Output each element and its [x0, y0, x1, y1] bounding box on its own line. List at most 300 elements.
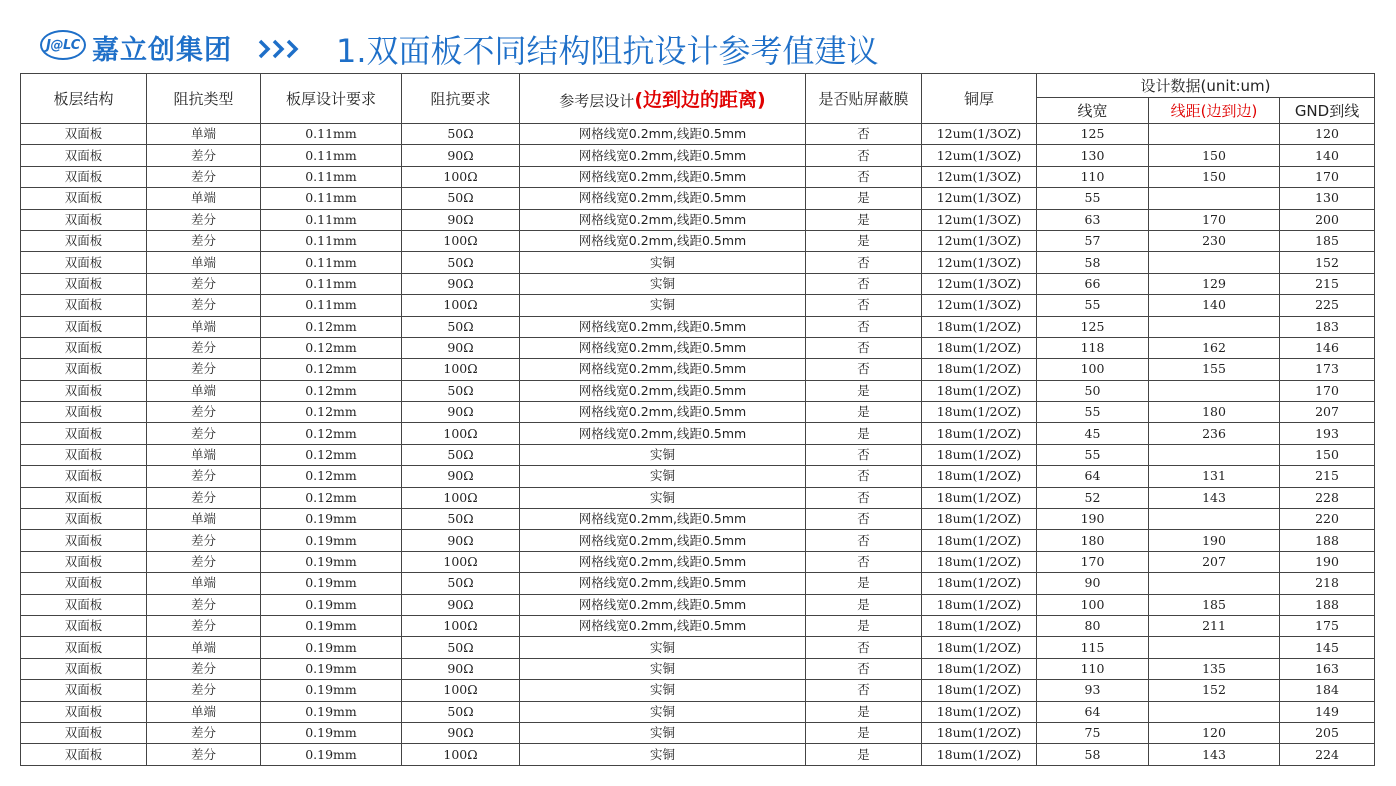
cell-layer: 双面板 [21, 615, 147, 636]
cell-shield: 否 [806, 487, 922, 508]
cell-thickness: 0.12mm [261, 423, 402, 444]
cell-gnd-to-line: 120 [1280, 124, 1375, 145]
cell-gnd-to-line: 140 [1280, 145, 1375, 166]
cell-ref-layer: 实铜 [520, 722, 806, 743]
cell-line-spacing: 150 [1149, 145, 1280, 166]
cell-ref-layer: 网格线宽0.2mm,线距0.5mm [520, 230, 806, 251]
table-row [21, 637, 1375, 658]
cell-gnd-to-line: 220 [1280, 509, 1375, 530]
cell-thickness: 0.12mm [261, 359, 402, 380]
cell-shield: 否 [806, 252, 922, 273]
triple-chevron-right-icon [258, 38, 302, 60]
cell-type: 差分 [147, 402, 261, 423]
cell-ref-layer: 网格线宽0.2mm,线距0.5mm [520, 509, 806, 530]
cell-shield: 是 [806, 402, 922, 423]
cell-thickness: 0.11mm [261, 252, 402, 273]
cell-layer: 双面板 [21, 680, 147, 701]
table-row [21, 166, 1375, 187]
cell-line-width: 100 [1037, 594, 1149, 615]
cell-layer: 双面板 [21, 444, 147, 465]
table-row [21, 124, 1375, 145]
cell-type: 单端 [147, 380, 261, 401]
cell-thickness: 0.19mm [261, 680, 402, 701]
cell-line-spacing: 185 [1149, 594, 1280, 615]
cell-type: 差分 [147, 166, 261, 187]
cell-impedance: 90Ω [402, 337, 520, 358]
cell-shield: 是 [806, 615, 922, 636]
cell-ref-layer: 网格线宽0.2mm,线距0.5mm [520, 337, 806, 358]
cell-thickness: 0.12mm [261, 337, 402, 358]
table-row [21, 509, 1375, 530]
cell-ref-layer: 实铜 [520, 273, 806, 294]
cell-type: 单端 [147, 701, 261, 722]
cell-shield: 否 [806, 466, 922, 487]
cell-impedance: 90Ω [402, 145, 520, 166]
table-row [21, 744, 1375, 765]
cell-type: 差分 [147, 209, 261, 230]
cell-copper: 12um(1/3OZ) [922, 273, 1037, 294]
cell-type: 单端 [147, 188, 261, 209]
cell-gnd-to-line: 190 [1280, 551, 1375, 572]
cell-gnd-to-line: 175 [1280, 615, 1375, 636]
cell-impedance: 100Ω [402, 487, 520, 508]
cell-copper: 18um(1/2OZ) [922, 744, 1037, 765]
cell-copper: 18um(1/2OZ) [922, 359, 1037, 380]
cell-thickness: 0.19mm [261, 637, 402, 658]
header [0, 0, 1396, 72]
cell-type: 差分 [147, 273, 261, 294]
cell-gnd-to-line: 205 [1280, 722, 1375, 743]
cell-gnd-to-line: 193 [1280, 423, 1375, 444]
col-line-spacing: 线距(边到边) [1149, 98, 1280, 124]
cell-type: 单端 [147, 509, 261, 530]
cell-gnd-to-line: 163 [1280, 658, 1375, 679]
table-row [21, 230, 1375, 251]
cell-gnd-to-line: 200 [1280, 209, 1375, 230]
cell-layer: 双面板 [21, 337, 147, 358]
cell-ref-layer: 网格线宽0.2mm,线距0.5mm [520, 124, 806, 145]
cell-ref-layer: 网格线宽0.2mm,线距0.5mm [520, 573, 806, 594]
cell-thickness: 0.12mm [261, 316, 402, 337]
cell-line-width: 55 [1037, 402, 1149, 423]
cell-type: 单端 [147, 316, 261, 337]
cell-line-spacing [1149, 573, 1280, 594]
cell-line-spacing: 207 [1149, 551, 1280, 572]
cell-ref-layer: 实铜 [520, 487, 806, 508]
cell-copper: 18um(1/2OZ) [922, 551, 1037, 572]
cell-type: 单端 [147, 573, 261, 594]
cell-shield: 否 [806, 530, 922, 551]
cell-ref-layer: 网格线宽0.2mm,线距0.5mm [520, 166, 806, 187]
cell-impedance: 50Ω [402, 637, 520, 658]
cell-line-spacing: 155 [1149, 359, 1280, 380]
cell-ref-layer: 网格线宽0.2mm,线距0.5mm [520, 188, 806, 209]
cell-line-width: 64 [1037, 701, 1149, 722]
cell-thickness: 0.19mm [261, 744, 402, 765]
cell-line-spacing: 135 [1149, 658, 1280, 679]
table-row [21, 359, 1375, 380]
cell-shield: 否 [806, 359, 922, 380]
table-row [21, 680, 1375, 701]
cell-copper: 18um(1/2OZ) [922, 658, 1037, 679]
cell-line-width: 93 [1037, 680, 1149, 701]
cell-layer: 双面板 [21, 166, 147, 187]
cell-line-width: 125 [1037, 316, 1149, 337]
table-row [21, 722, 1375, 743]
cell-shield: 是 [806, 594, 922, 615]
cell-gnd-to-line: 173 [1280, 359, 1375, 380]
cell-line-spacing [1149, 380, 1280, 401]
cell-gnd-to-line: 170 [1280, 166, 1375, 187]
cell-copper: 18um(1/2OZ) [922, 402, 1037, 423]
cell-shield: 是 [806, 423, 922, 444]
cell-thickness: 0.12mm [261, 380, 402, 401]
cell-copper: 12um(1/3OZ) [922, 145, 1037, 166]
cell-shield: 是 [806, 188, 922, 209]
cell-impedance: 90Ω [402, 466, 520, 487]
table-row [21, 594, 1375, 615]
cell-impedance: 50Ω [402, 701, 520, 722]
cell-ref-layer: 实铜 [520, 444, 806, 465]
cell-impedance: 90Ω [402, 209, 520, 230]
cell-layer: 双面板 [21, 466, 147, 487]
cell-ref-layer: 网格线宽0.2mm,线距0.5mm [520, 551, 806, 572]
cell-thickness: 0.19mm [261, 722, 402, 743]
cell-line-spacing: 143 [1149, 744, 1280, 765]
table-row [21, 145, 1375, 166]
cell-line-width: 52 [1037, 487, 1149, 508]
cell-ref-layer: 实铜 [520, 701, 806, 722]
cell-thickness: 0.11mm [261, 295, 402, 316]
cell-impedance: 100Ω [402, 744, 520, 765]
cell-line-width: 64 [1037, 466, 1149, 487]
cell-line-width: 66 [1037, 273, 1149, 294]
ref-layer-label: 参考层设计 [559, 92, 635, 110]
cell-impedance: 100Ω [402, 615, 520, 636]
table-row [21, 573, 1375, 594]
cell-layer: 双面板 [21, 124, 147, 145]
cell-line-spacing: 170 [1149, 209, 1280, 230]
cell-layer: 双面板 [21, 487, 147, 508]
cell-shield: 否 [806, 637, 922, 658]
cell-shield: 否 [806, 444, 922, 465]
cell-shield: 是 [806, 701, 922, 722]
cell-shield: 否 [806, 551, 922, 572]
cell-line-spacing: 211 [1149, 615, 1280, 636]
cell-impedance: 90Ω [402, 530, 520, 551]
table-row [21, 380, 1375, 401]
cell-impedance: 50Ω [402, 573, 520, 594]
cell-gnd-to-line: 152 [1280, 252, 1375, 273]
cell-layer: 双面板 [21, 316, 147, 337]
cell-type: 差分 [147, 680, 261, 701]
col-gnd-to-line: GND到线 [1280, 98, 1375, 124]
cell-ref-layer: 网格线宽0.2mm,线距0.5mm [520, 594, 806, 615]
cell-line-spacing [1149, 701, 1280, 722]
cell-impedance: 50Ω [402, 188, 520, 209]
cell-gnd-to-line: 218 [1280, 573, 1375, 594]
cell-ref-layer: 网格线宽0.2mm,线距0.5mm [520, 145, 806, 166]
cell-layer: 双面板 [21, 509, 147, 530]
cell-line-spacing: 162 [1149, 337, 1280, 358]
cell-layer: 双面板 [21, 573, 147, 594]
cell-line-spacing: 129 [1149, 273, 1280, 294]
cell-gnd-to-line: 185 [1280, 230, 1375, 251]
cell-type: 差分 [147, 530, 261, 551]
cell-copper: 12um(1/3OZ) [922, 252, 1037, 273]
cell-gnd-to-line: 215 [1280, 466, 1375, 487]
cell-ref-layer: 网格线宽0.2mm,线距0.5mm [520, 530, 806, 551]
cell-line-width: 125 [1037, 124, 1149, 145]
cell-line-spacing: 190 [1149, 530, 1280, 551]
cell-impedance: 90Ω [402, 273, 520, 294]
cell-gnd-to-line: 228 [1280, 487, 1375, 508]
cell-thickness: 0.12mm [261, 444, 402, 465]
cell-line-width: 100 [1037, 359, 1149, 380]
cell-gnd-to-line: 170 [1280, 380, 1375, 401]
cell-copper: 18um(1/2OZ) [922, 615, 1037, 636]
col-copper: 铜厚 [922, 74, 1037, 124]
cell-copper: 18um(1/2OZ) [922, 487, 1037, 508]
col-design-data: 设计数据(unit:um) [1037, 74, 1375, 98]
cell-gnd-to-line: 207 [1280, 402, 1375, 423]
cell-ref-layer: 网格线宽0.2mm,线距0.5mm [520, 615, 806, 636]
cell-thickness: 0.19mm [261, 594, 402, 615]
cell-ref-layer: 实铜 [520, 744, 806, 765]
cell-type: 单端 [147, 124, 261, 145]
cell-ref-layer: 网格线宽0.2mm,线距0.5mm [520, 359, 806, 380]
cell-layer: 双面板 [21, 188, 147, 209]
cell-line-width: 55 [1037, 295, 1149, 316]
cell-ref-layer: 网格线宽0.2mm,线距0.5mm [520, 316, 806, 337]
table-row [21, 658, 1375, 679]
table-row [21, 530, 1375, 551]
cell-copper: 12um(1/3OZ) [922, 295, 1037, 316]
cell-line-width: 170 [1037, 551, 1149, 572]
cell-gnd-to-line: 145 [1280, 637, 1375, 658]
cell-layer: 双面板 [21, 402, 147, 423]
cell-layer: 双面板 [21, 722, 147, 743]
cell-impedance: 100Ω [402, 295, 520, 316]
cell-layer: 双面板 [21, 252, 147, 273]
table-header [21, 74, 1375, 124]
cell-thickness: 0.11mm [261, 273, 402, 294]
cell-impedance: 90Ω [402, 722, 520, 743]
cell-impedance: 50Ω [402, 380, 520, 401]
col-line-width: 线宽 [1037, 98, 1149, 124]
cell-thickness: 0.11mm [261, 145, 402, 166]
cell-gnd-to-line: 150 [1280, 444, 1375, 465]
cell-copper: 18um(1/2OZ) [922, 701, 1037, 722]
table-row [21, 423, 1375, 444]
cell-impedance: 100Ω [402, 359, 520, 380]
cell-layer: 双面板 [21, 744, 147, 765]
cell-thickness: 0.19mm [261, 701, 402, 722]
cell-type: 单端 [147, 637, 261, 658]
table-row [21, 316, 1375, 337]
cell-impedance: 50Ω [402, 124, 520, 145]
table-row [21, 444, 1375, 465]
cell-line-width: 75 [1037, 722, 1149, 743]
cell-shield: 是 [806, 230, 922, 251]
cell-line-spacing: 131 [1149, 466, 1280, 487]
cell-shield: 否 [806, 658, 922, 679]
cell-line-spacing [1149, 252, 1280, 273]
cell-impedance: 50Ω [402, 316, 520, 337]
cell-shield: 否 [806, 509, 922, 530]
cell-shield: 否 [806, 166, 922, 187]
cell-type: 单端 [147, 252, 261, 273]
col-shield-film: 是否贴屏蔽膜 [806, 74, 922, 124]
cell-type: 差分 [147, 466, 261, 487]
cell-ref-layer: 实铜 [520, 680, 806, 701]
cell-copper: 18um(1/2OZ) [922, 573, 1037, 594]
cell-shield: 否 [806, 273, 922, 294]
cell-line-spacing [1149, 444, 1280, 465]
cell-shield: 是 [806, 380, 922, 401]
cell-line-width: 80 [1037, 615, 1149, 636]
cell-layer: 双面板 [21, 530, 147, 551]
cell-line-width: 57 [1037, 230, 1149, 251]
cell-line-width: 63 [1037, 209, 1149, 230]
cell-line-spacing [1149, 637, 1280, 658]
cell-shield: 是 [806, 209, 922, 230]
cell-layer: 双面板 [21, 145, 147, 166]
cell-type: 差分 [147, 295, 261, 316]
cell-layer: 双面板 [21, 380, 147, 401]
cell-line-width: 58 [1037, 252, 1149, 273]
cell-line-width: 55 [1037, 444, 1149, 465]
cell-type: 差分 [147, 487, 261, 508]
cell-line-width: 180 [1037, 530, 1149, 551]
cell-copper: 12um(1/3OZ) [922, 188, 1037, 209]
cell-layer: 双面板 [21, 551, 147, 572]
cell-impedance: 100Ω [402, 551, 520, 572]
cell-line-width: 110 [1037, 166, 1149, 187]
cell-line-width: 45 [1037, 423, 1149, 444]
impedance-table [20, 73, 1375, 766]
cell-type: 差分 [147, 615, 261, 636]
cell-gnd-to-line: 146 [1280, 337, 1375, 358]
cell-layer: 双面板 [21, 658, 147, 679]
table-row [21, 466, 1375, 487]
logo-text: J@LC [46, 37, 80, 53]
cell-gnd-to-line: 224 [1280, 744, 1375, 765]
cell-impedance: 100Ω [402, 166, 520, 187]
cell-line-width: 55 [1037, 188, 1149, 209]
cell-ref-layer: 实铜 [520, 658, 806, 679]
cell-type: 差分 [147, 359, 261, 380]
cell-copper: 12um(1/3OZ) [922, 230, 1037, 251]
cell-ref-layer: 网格线宽0.2mm,线距0.5mm [520, 423, 806, 444]
cell-copper: 18um(1/2OZ) [922, 637, 1037, 658]
cell-copper: 18um(1/2OZ) [922, 423, 1037, 444]
table-row [21, 487, 1375, 508]
cell-thickness: 0.19mm [261, 530, 402, 551]
cell-line-spacing [1149, 124, 1280, 145]
cell-line-spacing [1149, 188, 1280, 209]
col-thickness-req: 板厚设计要求 [261, 74, 402, 124]
cell-type: 差分 [147, 337, 261, 358]
cell-gnd-to-line: 183 [1280, 316, 1375, 337]
cell-shield: 否 [806, 295, 922, 316]
cell-layer: 双面板 [21, 295, 147, 316]
cell-type: 差分 [147, 594, 261, 615]
cell-impedance: 100Ω [402, 230, 520, 251]
cell-type: 差分 [147, 145, 261, 166]
cell-layer: 双面板 [21, 594, 147, 615]
cell-copper: 18um(1/2OZ) [922, 380, 1037, 401]
cell-copper: 18um(1/2OZ) [922, 316, 1037, 337]
cell-thickness: 0.11mm [261, 166, 402, 187]
cell-impedance: 90Ω [402, 594, 520, 615]
col-impedance-req: 阻抗要求 [402, 74, 520, 124]
cell-shield: 否 [806, 316, 922, 337]
cell-layer: 双面板 [21, 423, 147, 444]
cell-ref-layer: 实铜 [520, 252, 806, 273]
cell-copper: 12um(1/3OZ) [922, 166, 1037, 187]
brand-name: 嘉立创集团 [92, 35, 232, 66]
cell-gnd-to-line: 225 [1280, 295, 1375, 316]
cell-line-spacing [1149, 316, 1280, 337]
cell-impedance: 90Ω [402, 658, 520, 679]
cell-impedance: 100Ω [402, 423, 520, 444]
table-row [21, 209, 1375, 230]
page-title: 1.双面板不同结构阻抗设计参考值建议 [336, 32, 879, 70]
cell-thickness: 0.11mm [261, 230, 402, 251]
cell-line-width: 50 [1037, 380, 1149, 401]
cell-thickness: 0.11mm [261, 188, 402, 209]
table-row [21, 337, 1375, 358]
cell-line-spacing: 143 [1149, 487, 1280, 508]
cell-thickness: 0.19mm [261, 551, 402, 572]
cell-line-spacing: 230 [1149, 230, 1280, 251]
cell-copper: 18um(1/2OZ) [922, 594, 1037, 615]
cell-thickness: 0.19mm [261, 658, 402, 679]
cell-line-spacing: 236 [1149, 423, 1280, 444]
cell-shield: 否 [806, 337, 922, 358]
col-ref-layer [520, 74, 806, 124]
cell-copper: 18um(1/2OZ) [922, 722, 1037, 743]
ref-layer-note: (边到边的距离) [634, 89, 766, 111]
cell-line-width: 58 [1037, 744, 1149, 765]
cell-type: 差分 [147, 722, 261, 743]
cell-line-spacing [1149, 509, 1280, 530]
cell-type: 单端 [147, 444, 261, 465]
cell-line-spacing: 140 [1149, 295, 1280, 316]
table-row [21, 295, 1375, 316]
cell-line-width: 190 [1037, 509, 1149, 530]
cell-layer: 双面板 [21, 637, 147, 658]
cell-copper: 18um(1/2OZ) [922, 530, 1037, 551]
col-layer-structure: 板层结构 [21, 74, 147, 124]
cell-shield: 是 [806, 722, 922, 743]
cell-copper: 18um(1/2OZ) [922, 444, 1037, 465]
cell-thickness: 0.12mm [261, 402, 402, 423]
cell-gnd-to-line: 188 [1280, 530, 1375, 551]
cell-ref-layer: 实铜 [520, 466, 806, 487]
table-row [21, 701, 1375, 722]
cell-type: 差分 [147, 551, 261, 572]
cell-gnd-to-line: 130 [1280, 188, 1375, 209]
cell-line-spacing: 180 [1149, 402, 1280, 423]
cell-type: 差分 [147, 658, 261, 679]
cell-line-spacing: 120 [1149, 722, 1280, 743]
cell-thickness: 0.19mm [261, 615, 402, 636]
cell-copper: 18um(1/2OZ) [922, 337, 1037, 358]
cell-copper: 18um(1/2OZ) [922, 466, 1037, 487]
cell-ref-layer: 网格线宽0.2mm,线距0.5mm [520, 402, 806, 423]
